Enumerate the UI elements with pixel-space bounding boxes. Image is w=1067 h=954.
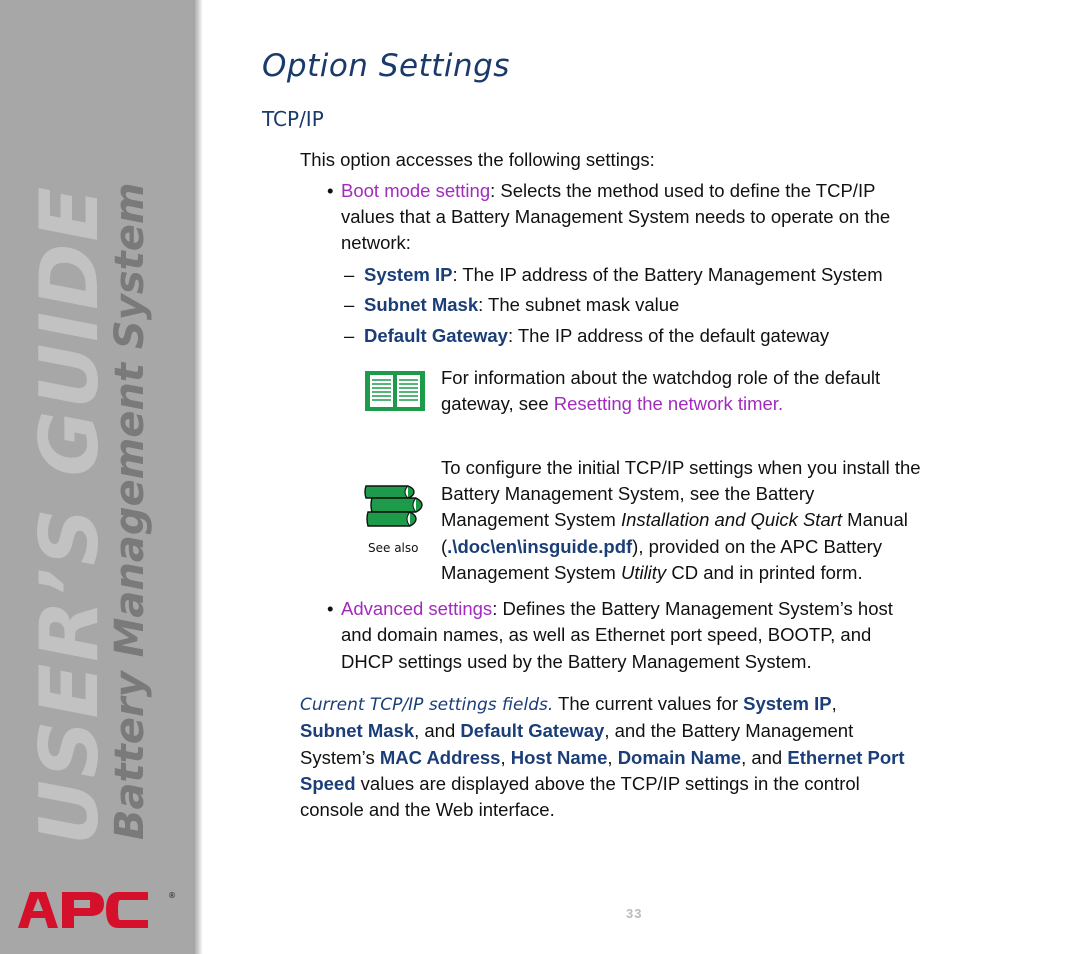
- users-guide-title: USER’S GUIDE: [23, 184, 116, 845]
- see-also-label: See also: [368, 541, 419, 555]
- note-line-2: gateway, see Resetting the network timer.: [441, 393, 784, 414]
- subitem-default-gateway: Default Gateway: The IP address of the default gateway: [364, 325, 830, 346]
- advanced-line-1: Advanced settings: Defines the Battery Management System’s host: [341, 598, 893, 619]
- current-line-3: System’s MAC Address, Host Name, Domain Name, and Ethernet Port: [300, 747, 905, 768]
- advanced-settings-link[interactable]: Advanced settings: [341, 598, 493, 619]
- seealso-line-2: Battery Management System, see the Battery: [441, 483, 815, 504]
- section-heading: TCP/IP: [262, 107, 324, 131]
- seealso-line-3: Management System Installation and Quick Start Manual: [441, 509, 908, 530]
- intro-text: This option accesses the following settings:: [300, 149, 655, 170]
- boot-mode-line-2: values that a Battery Management System needs to operate on the: [341, 206, 891, 227]
- subitem-dash: –: [344, 264, 355, 285]
- insguide-path: .\doc\en\insguide.pdf: [447, 536, 633, 557]
- books-stack-icon: [362, 482, 424, 540]
- seealso-line-1: To configure the initial TCP/IP settings when you install the: [441, 457, 921, 478]
- subitem-subnet-mask: Subnet Mask: The subnet mask value: [364, 294, 680, 315]
- seealso-line-5: Management System Utility CD and in printed form.: [441, 562, 863, 583]
- advanced-line-3: DHCP settings used by the Battery Management System.: [341, 651, 812, 672]
- boot-mode-line-3: network:: [341, 232, 411, 253]
- advanced-bullet: •: [327, 598, 334, 619]
- subitem-dash: –: [344, 325, 355, 346]
- product-title: Battery Management System: [107, 182, 153, 840]
- svg-text:®: ®: [168, 891, 176, 900]
- seealso-line-4: (.\doc\en\insguide.pdf), provided on the APC Battery: [441, 536, 883, 557]
- note-line-1: For information about the watchdog role of the default: [441, 367, 881, 388]
- sidebar-edge: [193, 0, 203, 954]
- apc-logo: [18, 886, 178, 932]
- resetting-network-timer-link[interactable]: Resetting the network timer.: [553, 393, 784, 414]
- boot-mode-link[interactable]: Boot mode setting: [341, 180, 491, 201]
- current-line-1: Current TCP/IP settings fields. The current values for System IP,: [300, 693, 837, 715]
- current-settings-heading: Current TCP/IP settings fields.: [300, 695, 554, 715]
- page-number: 33: [626, 906, 643, 921]
- current-line-5: console and the Web interface.: [300, 799, 555, 820]
- subitem-dash: –: [344, 294, 355, 315]
- boot-mode-bullet: •: [327, 180, 334, 201]
- page-title: Option Settings: [262, 48, 510, 84]
- current-line-2: Subnet Mask, and Default Gateway, and the Battery Management: [300, 720, 854, 741]
- subitem-system-ip: System IP: The IP address of the Battery Management System: [364, 264, 883, 285]
- open-book-icon: [364, 370, 426, 412]
- advanced-line-2: and domain names, as well as Ethernet port speed, BOOTP, and: [341, 624, 872, 645]
- current-line-4: Speed values are displayed above the TCP/IP settings in the control: [300, 773, 860, 794]
- boot-mode-line-1: Boot mode setting: Selects the method used to define the TCP/IP: [341, 180, 876, 201]
